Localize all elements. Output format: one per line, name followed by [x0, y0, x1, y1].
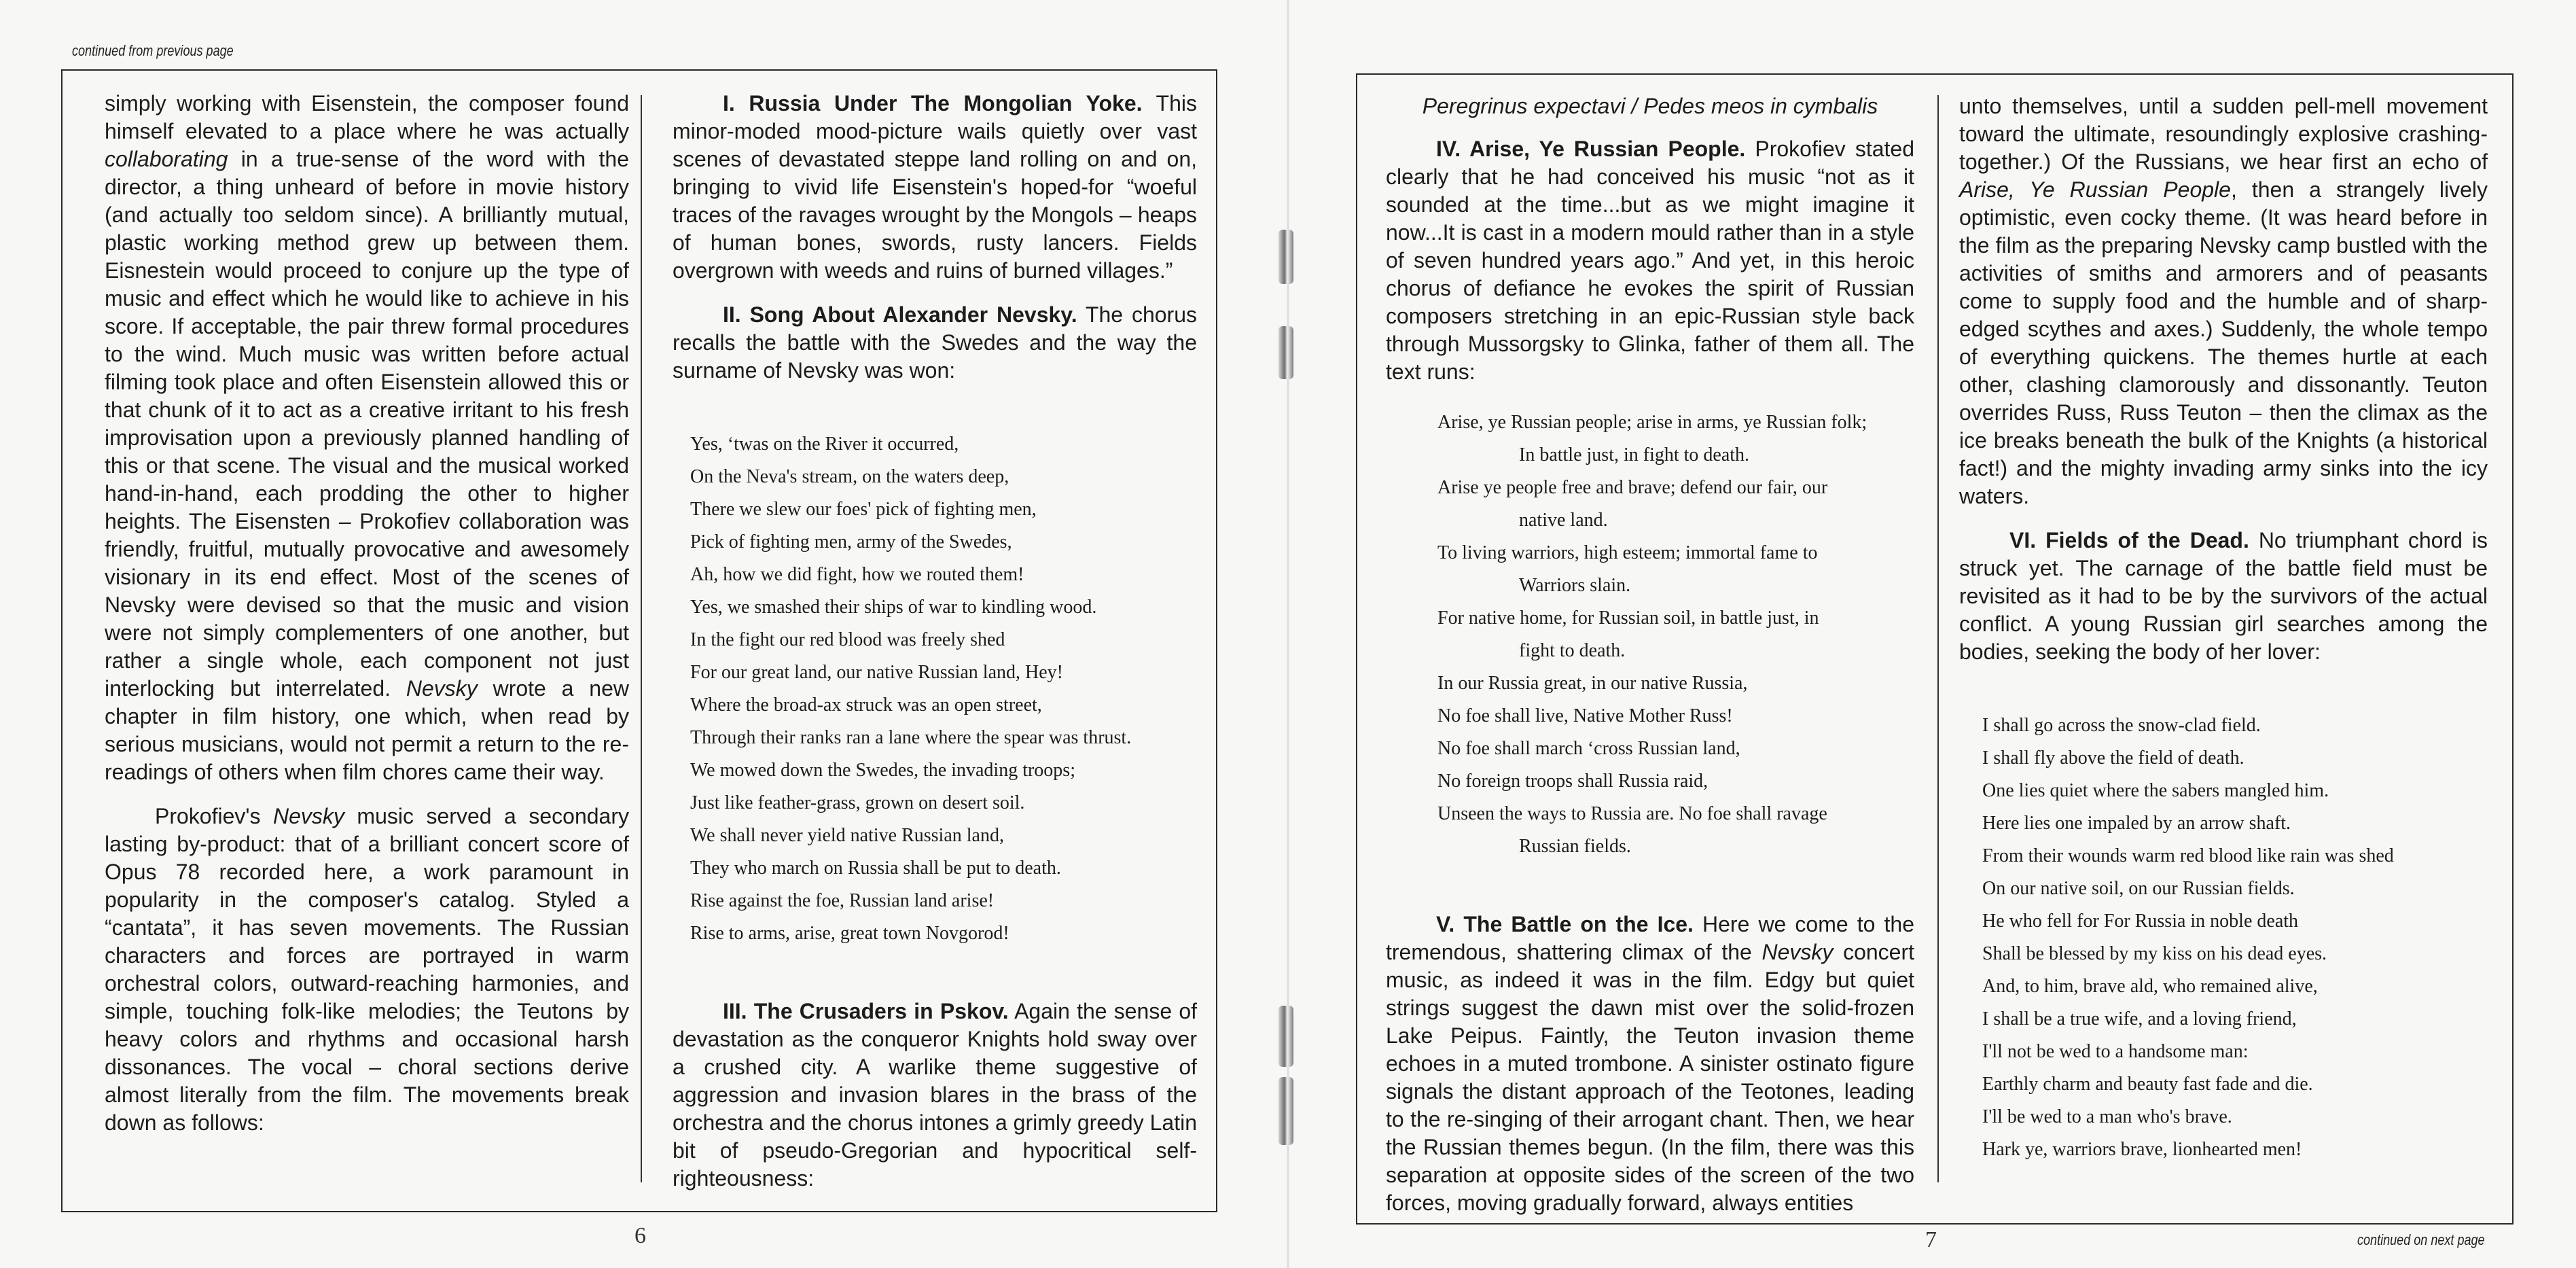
- lyric-line: In the fight our red blood was freely shed: [690, 629, 1005, 650]
- running-head: continued from previous page: [72, 42, 234, 59]
- paragraph: simply working with Eisenstein, the composer found himself elevated to a place where he was actually collaborating in a true-sense of the word with the director, a thing unheard of before in movie history (and actually too seldom since). A brilliantly mutual, plastic working method grew up between them. Eisnestein would proceed to conjure up the type of music and effect which he would like to achieve in his score. If acceptable, the pair threw formal procedures to the wind. Much music was written before actual filming took place and often Eisenstein allowed this or that chunk of it to act as a creative irritant to his fresh improvisation upon a previously planned handling of this or that scene. The visual and the musical worked hand-in-hand, each prodding the other to higher heights. The Eisensten – Prokofiev collaboration was friendly, fruitful, mutually provocative and awesomely visionary in its end effect. Most of the scenes of Nevsky were devised so that the music and vision were not simply complementers of one another, but rather a single whole, each component not just interlocking but interrelated. Nevsky wrote a new chapter in film history, one which, when read by serious musicians, would not permit a return to the re-readings of others when film chores came their way.: [105, 91, 630, 784]
- lyric-line: Here lies one impaled by an arrow shaft.: [1982, 813, 2291, 834]
- lyrics-block: [1386, 406, 1914, 863]
- lyric-line: For our great land, our native Russian land, Hey!: [690, 662, 1063, 683]
- column-divider: [641, 95, 642, 1182]
- lyric-line: Through their ranks ran a lane where the spear was thrust.: [690, 727, 1132, 748]
- right-page-column-2: [1959, 92, 2488, 1214]
- lyrics-block: [1959, 709, 2488, 1166]
- right-page-column-1: [1386, 92, 1914, 1233]
- lyric-line-continuation: native land.: [1519, 510, 1608, 531]
- movement-heading: IV. Arise, Ye Russian People.: [1436, 137, 1746, 161]
- page-number: 7: [1925, 1227, 1937, 1252]
- lyric-line: On the Neva's stream, on the waters deep,: [690, 466, 1009, 487]
- lyric-line-continuation: Warriors slain.: [1519, 575, 1631, 596]
- lyric-line: No foe shall live, Native Mother Russ!: [1437, 705, 1733, 726]
- lyric-line: On our native soil, on our Russian fields.: [1982, 878, 2295, 899]
- lyric-line: In our Russia great, in our native Russia,: [1437, 673, 1748, 694]
- movement-3: III. The Crusaders in Pskov. Again the sense of devastation as the conqueror Knights hold sway over a crushed city. A warlike theme suggestive of aggression and invasion blares in the brass of the orchestra and the chorus intones a grimly greedy Latin bit of pseudo-Gregorian and hypocritical self-righteousness:: [673, 999, 1197, 1191]
- page-number: 6: [634, 1223, 646, 1248]
- lyric-line-continuation: fight to death.: [1519, 640, 1626, 661]
- lyric-line: I shall be a true wife, and a loving friend,: [1982, 1008, 2297, 1029]
- lyric-line: And, to him, brave ald, who remained alive,: [1982, 976, 2318, 997]
- lyric-line: There we slew our foes' pick of fighting men,: [690, 499, 1037, 520]
- staple-icon: [1278, 1077, 1293, 1145]
- movement-heading: I. Russia Under The Mongolian Yoke.: [723, 91, 1143, 116]
- lyric-line: Rise to arms, arise, great town Novgorod!: [690, 923, 1009, 944]
- lyric-line: Ah, how we did fight, how we routed them!: [690, 564, 1024, 585]
- lyric-line: Just like feather-grass, grown on desert soil.: [690, 792, 1025, 813]
- lyric-line: Arise ye people free and brave; defend our fair, our: [1437, 477, 1828, 498]
- lyric-line: For native home, for Russian soil, in battle just, in: [1437, 607, 1819, 629]
- left-page-column-1: [105, 90, 629, 1153]
- lyric-line-continuation: Russian fields.: [1519, 836, 1631, 857]
- movement-4: IV. Arise, Ye Russian People. Prokofiev stated clearly that he had conceived his music “not as it sounded at the time...but as we might imagine it now...It is cast in a modern mould rather than in a style of seven hundred years ago.” And yet, in this heroic chorus of defiance he evokes the spirit of Russian composers stretching in an epic-Russian style back through Mussorgsky to Glinka, father of them all. The text runs:: [1386, 137, 1915, 384]
- lyric-line: I shall fly above the field of death.: [1982, 747, 2244, 769]
- movement-heading: II. Song About Alexander Nevsky.: [723, 302, 1077, 327]
- lyric-line: No foreign troops shall Russia raid,: [1437, 771, 1709, 792]
- lyrics-block: [673, 428, 1197, 950]
- lyric-line: Where the broad-ax struck was an open street,: [690, 694, 1042, 716]
- lyric-line: Arise, ye Russian people; arise in arms, ye Russian folk;: [1437, 412, 1867, 433]
- lyric-line: Hark ye, warriors brave, lionhearted men!: [1982, 1139, 2302, 1160]
- lyric-line: I'll be wed to a man who's brave.: [1982, 1106, 2232, 1127]
- lyric-line: No foe shall march ‘cross Russian land,: [1437, 738, 1740, 759]
- lyric-line: Earthly charm and beauty fast fade and die.: [1982, 1074, 2313, 1095]
- paragraph: unto themselves, until a sudden pell-mell movement toward the ultimate, resoundingly explosive crashing-together.) Of the Russians, we hear first an echo of Arise, Ye Russian People, then a strangely lively optimistic, even cocky theme. (It was heard before in the film as the preparing Nevsky camp bustled with the activities of smiths and armorers and of peasants come to supply food and the humble and of sharp-edged scythes and axes.) Suddenly, the whole tempo of everything quickens. The themes hurtle at each other, clashing clamorously and dissonantly. Teuton overrides Russ, Russ Teuton – then the climax as the ice breaks beneath the bulk of the Knights (a historical fact!) and the mighty invading army sinks into the icy waters.: [1959, 94, 2488, 508]
- lyric-line: He who fell for For Russia in noble death: [1982, 911, 2299, 932]
- lyric-line: Yes, ‘twas on the River it occurred,: [690, 434, 959, 455]
- lyric-line: From their wounds warm red blood like rain was shed: [1982, 845, 2394, 866]
- movement-2: II. Song About Alexander Nevsky. The chorus recalls the battle with the Swedes and the way the surname of Nevsky was won:: [673, 302, 1198, 383]
- lyric-line: Unseen the ways to Russia are. No foe shall ravage: [1437, 803, 1827, 824]
- running-foot: continued on next page: [2357, 1231, 2485, 1248]
- movement-heading: III. The Crusaders in Pskov.: [723, 999, 1009, 1023]
- lyric-line: I shall go across the snow-clad field.: [1982, 715, 2261, 736]
- column-divider: [1937, 95, 1939, 1182]
- staple-icon: [1278, 1006, 1293, 1067]
- lyric-line: We shall never yield native Russian land,: [690, 825, 1004, 846]
- latin-text: Peregrinus expectavi / Pedes meos in cymbalis: [1422, 94, 1878, 118]
- lyric-line: To living warriors, high esteem; immortal fame to: [1437, 542, 1818, 563]
- movement-6: VI. Fields of the Dead. No triumphant chord is struck yet. The carnage of the battle field must be revisited as it had to be by the survivors of the actual conflict. A young Russian girl searches among the bodies, seeking the body of her lover:: [1959, 528, 2488, 664]
- lyric-line: I'll not be wed to a handsome man:: [1982, 1041, 2249, 1062]
- lyric-line: Pick of fighting men, army of the Swedes,: [690, 531, 1012, 552]
- staple-icon: [1278, 326, 1293, 379]
- lyric-line: Rise against the foe, Russian land arise!: [690, 890, 995, 911]
- movement-5: V. The Battle on the Ice. Here we come to the tremendous, shattering climax of the Nevsky concert music, as indeed it was in the film. Edgy but quiet strings suggest the dawn mist over the solid-frozen Lake Peipus. Faintly, the Teuton invasion theme echoes in a muted trombone. A sinister ostinato figure signals the distant approach of the Teotones, leading to the re-singing of their arrogant chant. Then, we hear the Russian themes begun. (In the film, there was this separation at opposite sides of the screen of the two forces, moving gradually forward, always entities: [1386, 912, 1915, 1215]
- lyric-line: They who march on Russia shall be put to death.: [690, 858, 1061, 879]
- lyric-line-continuation: In battle just, in fight to death.: [1519, 444, 1750, 465]
- lyric-line: Yes, we smashed their ships of war to kindling wood.: [690, 597, 1097, 618]
- staple-icon: [1278, 230, 1293, 284]
- movement-heading: VI. Fields of the Dead.: [2009, 528, 2249, 552]
- left-page-column-2: [673, 90, 1197, 1209]
- lyric-line: Shall be blessed by my kiss on his dead eyes.: [1982, 943, 2327, 964]
- paragraph: Prokofiev's Nevsky music served a secondary lasting by-product: that of a brilliant concert score of Opus 78 recorded here, a work paramount in popularity in the composer's catalog. Styled a “cantata”, it has seven movements. The Russian characters and forces are portrayed in warm orchestral colors, outward-reaching harmonies, and simple, touching folk-like melodies; the Teutons by heavy colors and rhythms and occasional harsh dissonances. The vocal – choral sections derive almost literally from the film. The movements break down as follows:: [105, 804, 630, 1135]
- movement-1: I. Russia Under The Mongolian Yoke. This minor-moded mood-picture wails quietly over vast scenes of devastated steppe land rolling on and on, bringing to vivid life Eisenstein's hoped-for “woeful traces of the ravages wrought by the Mongols – heaps of human bones, swords, rusty lancers. Fields overgrown with weeds and ruins of burned villages.”: [673, 91, 1198, 283]
- movement-heading: V. The Battle on the Ice.: [1436, 912, 1694, 936]
- lyric-line: One lies quiet where the sabers mangled him.: [1982, 780, 2329, 801]
- lyric-line: We mowed down the Swedes, the invading troops;: [690, 760, 1075, 781]
